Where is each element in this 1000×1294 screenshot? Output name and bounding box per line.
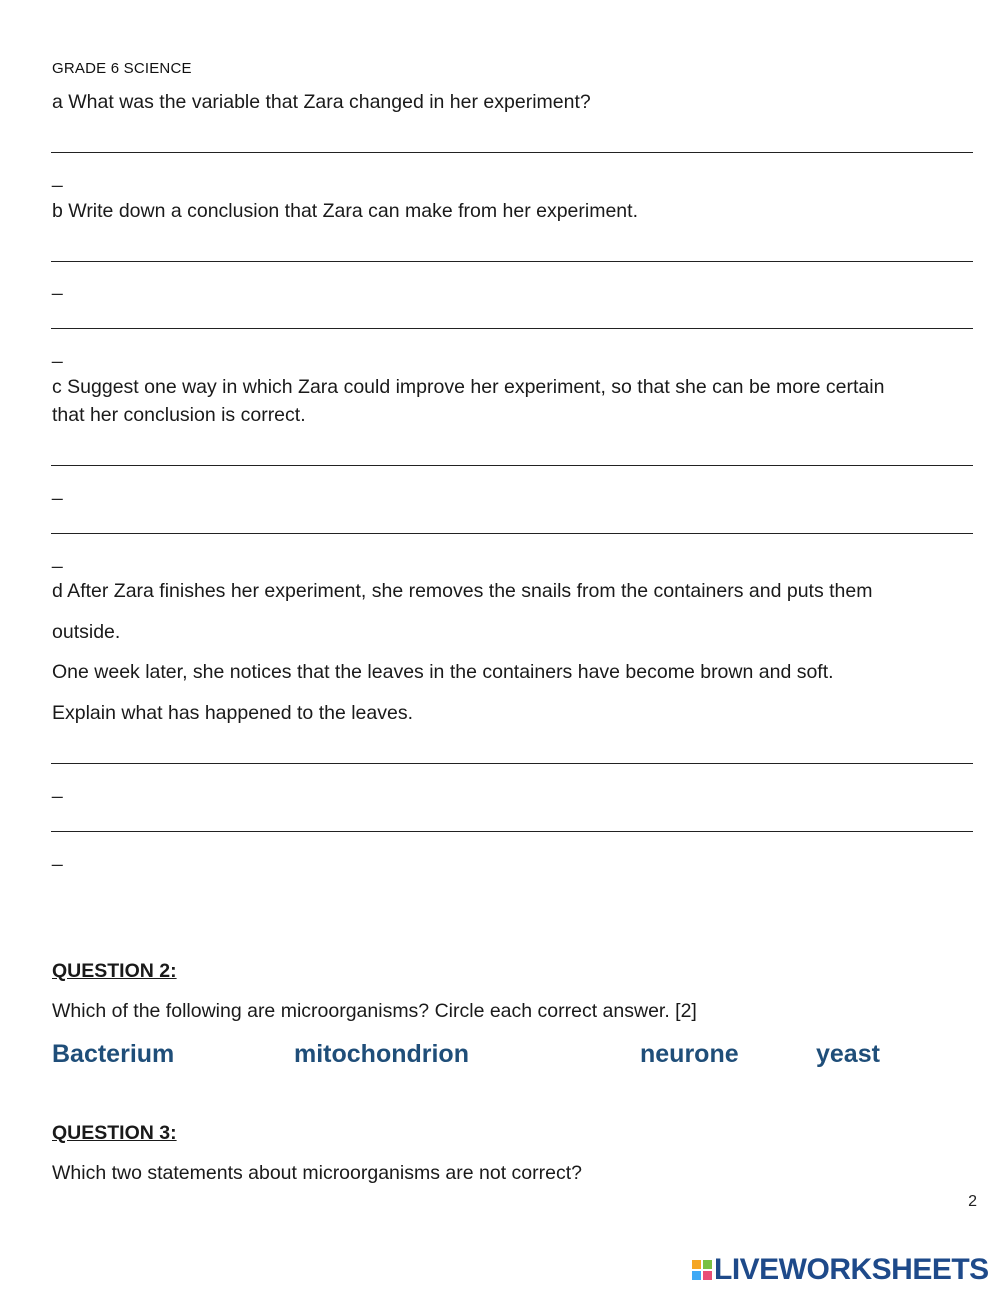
answer-line[interactable] xyxy=(51,831,973,832)
answer-line[interactable] xyxy=(51,328,973,329)
page-number: 2 xyxy=(968,1193,977,1210)
answer-dash: _ xyxy=(52,275,63,296)
option-neurone[interactable]: neurone xyxy=(640,1040,739,1068)
option-mitochondrion[interactable]: mitochondrion xyxy=(294,1040,469,1068)
logo-text: LIVEWORKSHEETS xyxy=(714,1253,989,1286)
logo-square xyxy=(692,1271,701,1280)
answer-dash: _ xyxy=(52,778,63,799)
answer-dash: _ xyxy=(52,343,63,364)
answer-dash: _ xyxy=(52,548,63,569)
question-d-text-line1: d After Zara finishes her experiment, she removes the snails from the containers and puts them xyxy=(52,580,873,602)
logo-square xyxy=(703,1271,712,1280)
answer-line[interactable] xyxy=(51,533,973,534)
answer-dash: _ xyxy=(52,167,63,188)
answer-dash: _ xyxy=(52,480,63,501)
question-d-text-line3: One week later, she notices that the leaves in the containers have become brown and soft. xyxy=(52,661,834,683)
answer-line[interactable] xyxy=(51,465,973,466)
logo-square xyxy=(703,1260,712,1269)
question-c-text-line2: that her conclusion is correct. xyxy=(52,404,306,426)
answer-line[interactable] xyxy=(51,763,973,764)
question-3-heading: QUESTION 3: xyxy=(52,1122,177,1144)
question-a-text: a What was the variable that Zara changed in her experiment? xyxy=(52,91,591,113)
question-3-prompt: Which two statements about microorganisms are not correct? xyxy=(52,1162,582,1184)
answer-line[interactable] xyxy=(51,152,973,153)
liveworksheets-logo[interactable] xyxy=(692,1253,989,1287)
logo-grid-icon xyxy=(692,1260,712,1280)
question-2-heading: QUESTION 2: xyxy=(52,960,177,982)
page-header: GRADE 6 SCIENCE xyxy=(52,60,192,77)
question-c-text-line1: c Suggest one way in which Zara could improve her experiment, so that she can be more certain xyxy=(52,376,885,398)
option-bacterium[interactable]: Bacterium xyxy=(52,1040,175,1068)
question-d-text-line4: Explain what has happened to the leaves. xyxy=(52,702,414,724)
option-yeast[interactable]: yeast xyxy=(816,1040,880,1068)
question-2-prompt: Which of the following are microorganisms? Circle each correct answer. [2] xyxy=(52,1000,697,1022)
answer-line[interactable] xyxy=(51,261,973,262)
question-b-text: b Write down a conclusion that Zara can make from her experiment. xyxy=(52,200,638,222)
question-d-text-line2: outside. xyxy=(52,621,121,643)
answer-dash: _ xyxy=(52,846,63,867)
logo-square xyxy=(692,1260,701,1269)
